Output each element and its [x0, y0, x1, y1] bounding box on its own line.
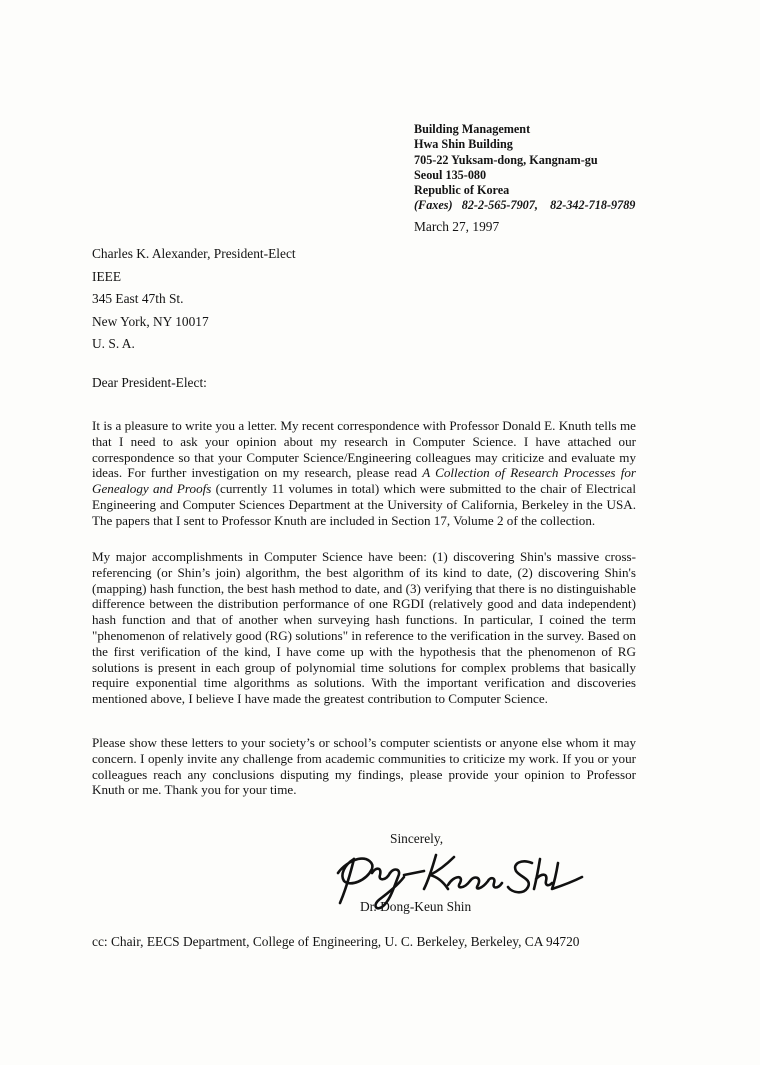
- fax-number-1: 82-2-565-7907,: [461, 198, 538, 213]
- signer-name: Dr. Dong-Keun Shin: [360, 899, 472, 914]
- salutation: Dear President-Elect:: [92, 375, 207, 390]
- recipient-address: [92, 243, 296, 356]
- sender-line-5: Republic of Korea: [414, 183, 510, 198]
- paragraph-1-intro: It is a pleasure to write you a letter. My recent correspondence with Professor Donald E. Knuth tells me that I need to ask your opinion about my research in Computer Science. I have attached our correspondence so that your Computer Science/Engineering colleagues may criticize and evaluate my ideas. For further investigation on my research, please read: [92, 418, 636, 481]
- sender-line-2: Hwa Shin Building: [414, 137, 513, 152]
- paragraph-1-rest: (currently 11 volumes in total) which were submitted to the chair of Electrical Engineering and Computer Sciences Department at the University of California, Berkeley in the USA. The papers that I sent to Professor Knuth are included in Section 17, Volume 2 of the collection.: [92, 481, 637, 528]
- paragraph-2: My major accomplishments in Computer Science have been: (1) discovering Shin's massive cross-referencing (or Shin’s join) algorithm, the best algorithm of its kind to date, (2) discovering Shin's (mapping) hash function, the best hash method to date, and (3) verifying that there is no distinguishable difference between the distribution performance of one RGDI (relatively good and data independent) hash function and that of another when surveying hash functions. In particular, I coined the term "phenomenon of relatively good (RG) solutions" in reference to the verification in the survey. Based on the first verification of the kind, I have come up with the hypothesis that the phenomenon of RG solutions is present in each group of polynomial time solutions for complex problems that basically require exponential time algorithms as solutions. With the important verification and discoveries mentioned above, I believe I have made the greatest contribution to Computer Science.: [92, 549, 636, 707]
- recipient-city: New York, NY 10017: [92, 313, 209, 329]
- collection-title: A Collection of Research Processes for Genealogy and Proofs: [92, 465, 636, 497]
- sender-line-3: 705-22 Yuksam-dong, Kangnam-gu: [414, 152, 598, 167]
- closing: Sincerely,: [390, 831, 444, 846]
- sender-faxes: [414, 198, 635, 213]
- sender-line-4: Seoul 135-080: [414, 167, 487, 182]
- sender-address: [414, 122, 635, 214]
- faxes-label: (Faxes): [414, 198, 453, 213]
- recipient-street: 345 East 47th St.: [92, 291, 184, 307]
- recipient-country: U. S. A.: [92, 336, 135, 352]
- recipient-name: Charles K. Alexander, President-Elect: [92, 246, 296, 261]
- sender-line-1: Building Management: [414, 122, 531, 136]
- letter-date: March 27, 1997: [414, 219, 500, 234]
- recipient-org: IEEE: [92, 268, 121, 284]
- paragraph-1: [92, 418, 636, 529]
- paragraph-3: Please show these letters to your society’s or school’s computer scientists or anyone else whom it may concern. I openly invite any challenge from academic communities to criticize my work. If you or your colleagues reach any conclusions disputing my findings, please provide your opinion to Professor Knuth or me. Thank you for your time.: [92, 735, 636, 798]
- cc-line: cc: Chair, EECS Department, College of Engineering, U. C. Berkeley, Berkeley, CA 94720: [92, 934, 580, 949]
- fax-number-2: 82-342-718-9789: [550, 198, 636, 213]
